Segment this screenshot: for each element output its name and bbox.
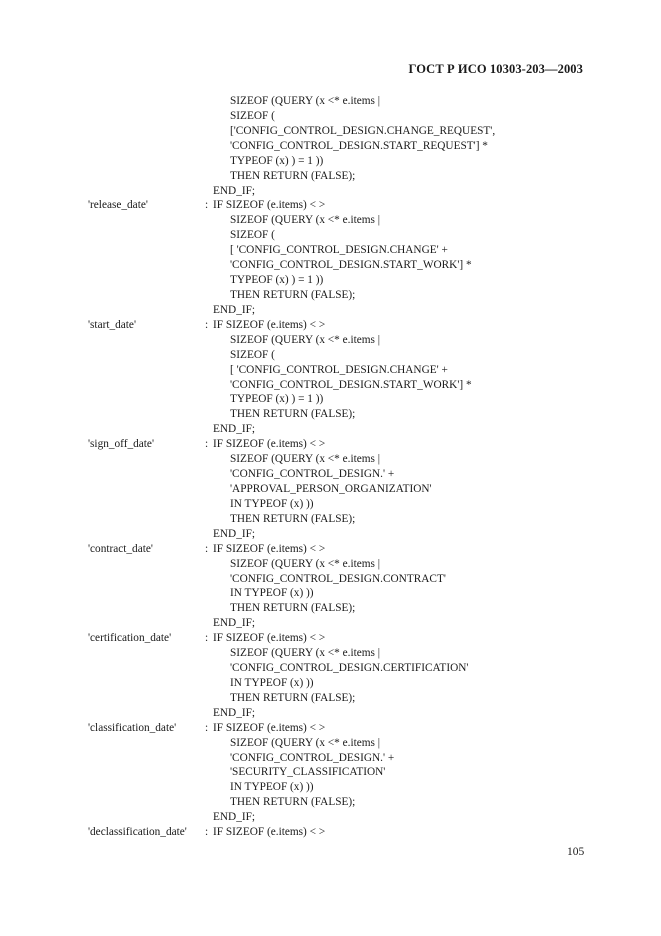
code-line: [0, 437, 661, 452]
code-line: [0, 392, 661, 407]
code-line: [0, 407, 661, 422]
code-line: [0, 422, 661, 437]
code-text: IF SIZEOF (e.items) < >: [213, 318, 326, 331]
code-line: [0, 288, 661, 303]
code-text: 'CONFIG_CONTROL_DESIGN.START_WORK'] *: [230, 259, 472, 272]
attribute-name: 'release_date': [88, 199, 148, 212]
colon-separator: :: [205, 632, 209, 645]
code-line: [0, 676, 661, 691]
code-text: 'CONFIG_CONTROL_DESIGN.' +: [230, 468, 395, 481]
code-line: [0, 124, 661, 139]
code-text: TYPEOF (x) ) = 1 )): [230, 154, 324, 167]
code-line: [0, 318, 661, 333]
attribute-name: 'contract_date': [88, 542, 153, 555]
code-text: SIZEOF (QUERY (x <* e.items |: [230, 453, 381, 466]
code-text: ['CONFIG_CONTROL_DESIGN.CHANGE_REQUEST',: [230, 124, 496, 137]
attribute-name: 'declassification_date': [88, 826, 187, 839]
colon-separator: :: [205, 318, 209, 331]
code-line: [0, 557, 661, 572]
code-line: [0, 363, 661, 378]
code-text: SIZEOF (QUERY (x <* e.items |: [230, 214, 381, 227]
code-line: [0, 467, 661, 482]
colon-separator: :: [205, 542, 209, 555]
code-line: [0, 109, 661, 124]
code-line: [0, 497, 661, 512]
code-text: THEN RETURN (FALSE);: [230, 602, 356, 615]
code-line: [0, 616, 661, 631]
code-text: END_IF;: [213, 184, 256, 197]
code-text: IF SIZEOF (e.items) < >: [213, 199, 326, 212]
code-text: 'CONFIG_CONTROL_DESIGN.START_REQUEST'] *: [230, 139, 488, 152]
code-text: SIZEOF (: [230, 348, 275, 361]
colon-separator: :: [205, 826, 209, 839]
code-line: [0, 646, 661, 661]
code-line: [0, 706, 661, 721]
code-line: [0, 378, 661, 393]
code-text: THEN RETURN (FALSE);: [230, 408, 356, 421]
code-text: [ 'CONFIG_CONTROL_DESIGN.CHANGE' +: [230, 244, 448, 257]
code-line: [0, 586, 661, 601]
code-text: THEN RETURN (FALSE);: [230, 169, 356, 182]
code-text: IF SIZEOF (e.items) < >: [213, 632, 326, 645]
code-text: IF SIZEOF (e.items) < >: [213, 542, 326, 555]
code-line: [0, 94, 661, 109]
attribute-name: 'start_date': [88, 318, 136, 331]
code-line: [0, 721, 661, 736]
colon-separator: :: [205, 199, 209, 212]
code-line: [0, 303, 661, 318]
code-listing: [0, 94, 661, 840]
code-line: [0, 736, 661, 751]
code-line: [0, 139, 661, 154]
code-text: [ 'CONFIG_CONTROL_DESIGN.CHANGE' +: [230, 363, 448, 376]
attribute-name: 'sign_off_date': [88, 438, 154, 451]
code-line: [0, 184, 661, 199]
code-text: IF SIZEOF (e.items) < >: [213, 721, 326, 734]
code-text: IN TYPEOF (x) )): [230, 676, 314, 689]
code-line: [0, 527, 661, 542]
code-text: SIZEOF (QUERY (x <* e.items |: [230, 557, 381, 570]
code-text: SIZEOF (QUERY (x <* e.items |: [230, 333, 381, 346]
code-line: [0, 512, 661, 527]
code-text: SIZEOF (QUERY (x <* e.items |: [230, 95, 381, 107]
code-text: IN TYPEOF (x) )): [230, 587, 314, 600]
code-text: 'CONFIG_CONTROL_DESIGN.' +: [230, 751, 395, 764]
code-line: [0, 348, 661, 363]
attribute-name: 'certification_date': [88, 632, 172, 645]
code-text: END_IF;: [213, 617, 256, 630]
code-line: [0, 765, 661, 780]
code-line: [0, 825, 661, 840]
code-line: [0, 542, 661, 557]
code-text: SIZEOF (: [230, 229, 275, 242]
document-header: ГОСТ Р ИСО 10303-203—2003: [408, 62, 583, 76]
code-text: IF SIZEOF (e.items) < >: [213, 438, 326, 451]
code-text: 'APPROVAL_PERSON_ORGANIZATION': [230, 482, 432, 495]
code-text: END_IF;: [213, 423, 256, 436]
code-line: [0, 572, 661, 587]
code-text: IF SIZEOF (e.items) < >: [213, 826, 326, 839]
code-line: [0, 452, 661, 467]
code-line: [0, 691, 661, 706]
code-line: [0, 258, 661, 273]
code-text: 'CONFIG_CONTROL_DESIGN.START_WORK'] *: [230, 378, 472, 391]
code-text: THEN RETURN (FALSE);: [230, 288, 356, 301]
code-line: [0, 213, 661, 228]
code-line: [0, 810, 661, 825]
code-text: SIZEOF (QUERY (x <* e.items |: [230, 736, 381, 749]
code-text: END_IF;: [213, 527, 256, 540]
code-text: THEN RETURN (FALSE);: [230, 512, 356, 525]
code-line: [0, 661, 661, 676]
colon-separator: :: [205, 721, 209, 734]
code-text: END_IF;: [213, 706, 256, 719]
code-text: TYPEOF (x) ) = 1 )): [230, 393, 324, 406]
code-line: [0, 795, 661, 810]
code-line: [0, 273, 661, 288]
colon-separator: :: [205, 438, 209, 451]
code-text: END_IF;: [213, 303, 256, 316]
code-text: END_IF;: [213, 811, 256, 824]
code-line: [0, 631, 661, 646]
code-line: [0, 333, 661, 348]
page-number: 105: [567, 846, 585, 858]
code-line: [0, 482, 661, 497]
code-text: IN TYPEOF (x) )): [230, 781, 314, 794]
code-text: SIZEOF (QUERY (x <* e.items |: [230, 647, 381, 660]
code-line: [0, 780, 661, 795]
code-line: [0, 243, 661, 258]
code-text: 'SECURITY_CLASSIFICATION': [230, 766, 386, 779]
code-text: SIZEOF (: [230, 109, 275, 122]
code-line: [0, 169, 661, 184]
code-line: [0, 228, 661, 243]
code-text: TYPEOF (x) ) = 1 )): [230, 274, 324, 287]
code-line: [0, 601, 661, 616]
code-line: [0, 154, 661, 169]
code-line: [0, 751, 661, 766]
code-text: THEN RETURN (FALSE);: [230, 691, 356, 704]
code-text: IN TYPEOF (x) )): [230, 497, 314, 510]
code-text: 'CONFIG_CONTROL_DESIGN.CONTRACT': [230, 572, 446, 585]
code-text: THEN RETURN (FALSE);: [230, 796, 356, 809]
code-line: [0, 198, 661, 213]
code-text: 'CONFIG_CONTROL_DESIGN.CERTIFICATION': [230, 662, 469, 675]
attribute-name: 'classification_date': [88, 721, 177, 734]
